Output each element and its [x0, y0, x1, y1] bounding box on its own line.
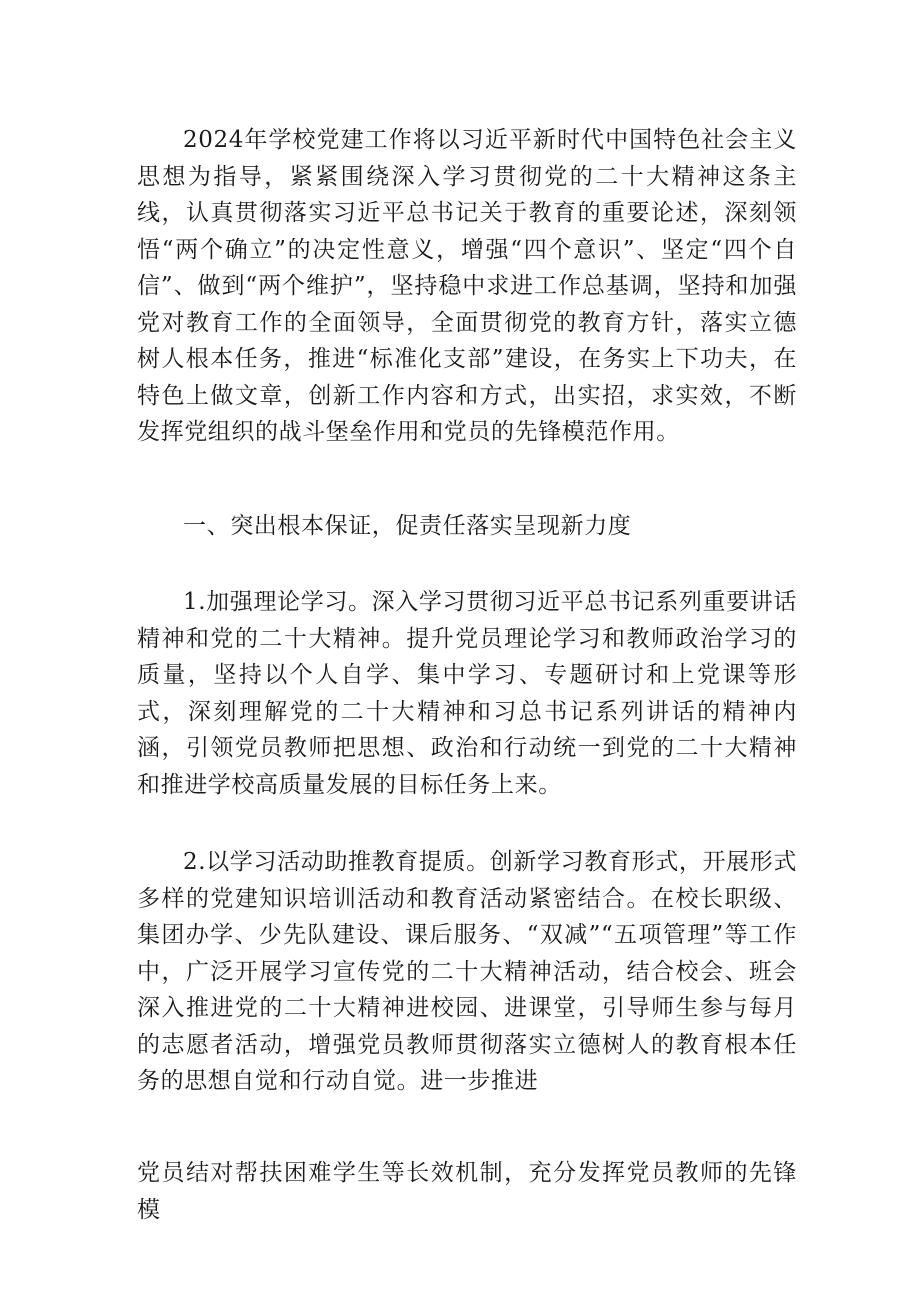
intro-paragraph: 2024年学校党建工作将以习近平新时代中国特色社会主义思想为指导，紧紧围绕深入学习贯彻党的二十大精神这条主线，认真贯彻落实习近平总书记关于教育的重要论述，深刻领悟“两个确立”的决定性意义，增强“四个意识”、坚定“四个自信”、做到“两个维护”，坚持稳中求进工作总基调，坚持和加强党对教育工作的全面领导，全面贯彻党的教育方针，落实立德树人根本任务，推进“标准化支部”建设，在务实上下功夫，在特色上做文章，创新工作内容和方式，出实招，求实效，不断发挥党组织的战斗堡垒作用和党员的先锋模范作用。: [137, 127, 797, 445]
continuation-paragraph: 党员结对帮扶困难学生等长效机制，充分发挥党员教师的先锋模: [137, 1160, 797, 1223]
section-heading: 一、突出根本保证，促责任落实呈现新力度: [183, 513, 632, 539]
item-2-paragraph: 2.以学习活动助推教育提质。创新学习教育形式，开展形式多样的党建知识培训活动和教育活动紧密结合。在校长职级、集团办学、少先队建设、课后服务、“双减”“五项管理”等工作中，广泛开展学习宣传党的二十大精神活动，结合校会、班会深入推进党的二十大精神进校园、进课堂，引导师生参与每月的志愿者活动，增强党员教师贯彻落实立德树人的教育根本任务的思想自觉和行动自觉。进一步推进: [137, 849, 797, 1094]
item-1-paragraph: 1.加强理论学习。深入学习贯彻习近平总书记系列重要讲话精神和党的二十大精神。提升党员理论学习和教师政治学习的质量，坚持以个人自学、集中学习、专题研讨和上党课等形式，深刻理解党的二十大精神和习总书记系列讲话的精神内涵，引领党员教师把思想、政治和行动统一到党的二十大精神和推进学校高质量发展的目标任务上来。: [137, 589, 797, 798]
